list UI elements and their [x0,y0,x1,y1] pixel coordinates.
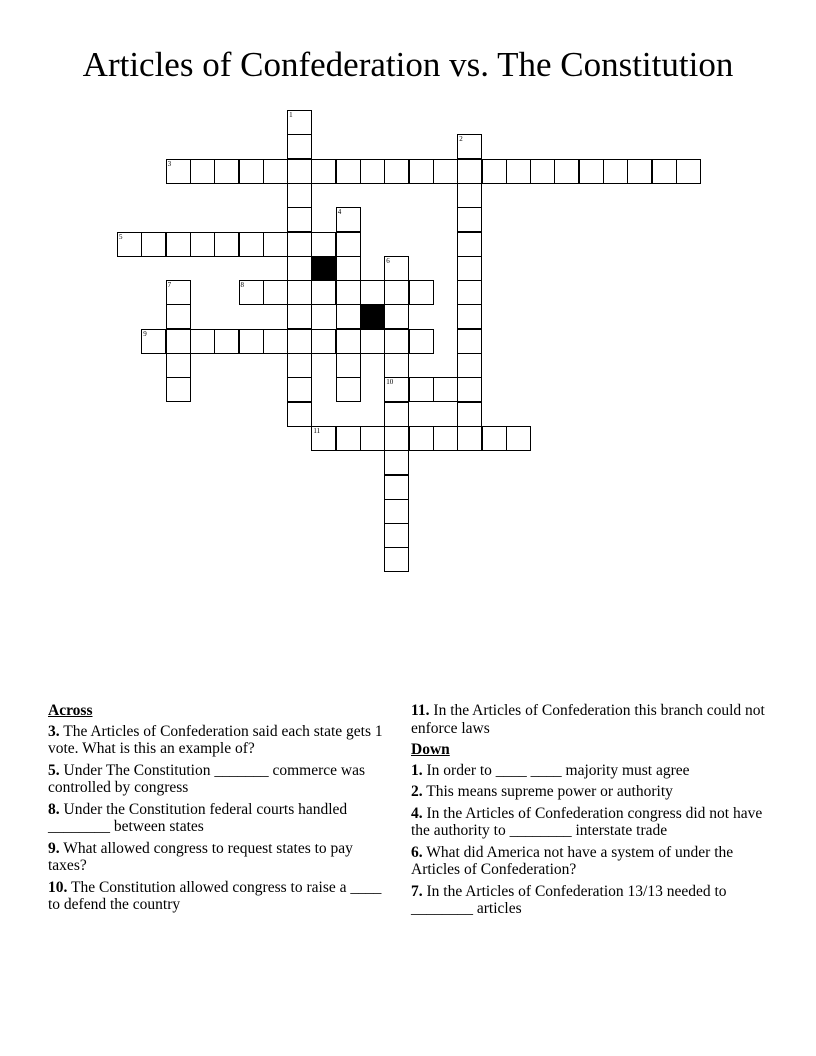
clue-number-label: 7 [167,281,172,290]
crossword-cell[interactable] [336,329,361,354]
clue-number: 2. [411,783,423,800]
crossword-cell[interactable] [433,426,458,451]
crossword-cell[interactable] [336,280,361,305]
crossword-cell[interactable] [263,329,288,354]
crossword-cell[interactable] [166,377,191,402]
clue-down-6 [411,844,781,879]
clue-text: The Constitution allowed congress to raise a ____ to defend the country [48,878,382,913]
crossword-cell[interactable] [311,159,336,184]
crossword-cell[interactable] [457,232,482,257]
crossword-cell[interactable] [287,256,312,281]
crossword-cell[interactable] [117,232,142,257]
crossword-cell[interactable] [311,329,336,354]
crossword-cell[interactable] [263,159,288,184]
crossword-cell[interactable] [190,232,215,257]
crossword-cell[interactable] [287,402,312,427]
crossword-cell[interactable] [287,159,312,184]
crossword-cell[interactable] [287,377,312,402]
crossword-cell[interactable] [336,353,361,378]
crossword-cell[interactable] [384,523,409,548]
clue-text: Under the Constitution federal courts handled ________ between states [48,800,348,835]
crossword-cell[interactable] [166,329,191,354]
crossword-cell[interactable] [239,159,264,184]
crossword-black-square [311,256,336,281]
crossword-cell[interactable] [214,232,239,257]
crossword-cell[interactable] [384,304,409,329]
crossword-cell[interactable] [287,134,312,159]
crossword-cell[interactable] [457,256,482,281]
crossword-cell[interactable] [457,402,482,427]
crossword-cell[interactable] [336,159,361,184]
clue-number: 7. [411,882,423,900]
crossword-cell[interactable] [384,499,409,524]
crossword-cell[interactable] [263,232,288,257]
crossword-cell[interactable] [482,426,507,451]
crossword-cell[interactable] [336,232,361,257]
crossword-cell[interactable] [311,426,336,451]
clue-text: Under The Constitution _______ commerce was controlled by congress [48,761,365,796]
clue-text: In the Articles of Confederation this branch could not enforce laws [411,702,765,737]
crossword-cell[interactable] [457,377,482,402]
clue-number: 4. [411,804,423,822]
crossword-cell[interactable] [627,159,652,184]
crossword-cell[interactable] [166,280,191,305]
crossword-cell[interactable] [360,280,385,305]
crossword-cell[interactable] [506,426,531,451]
clue-number: 1. [411,761,423,779]
clue-down-7 [411,883,781,918]
crossword-cell[interactable] [530,159,555,184]
clue-across-11 [411,702,781,737]
crossword-cell[interactable] [384,256,409,281]
clue-across-5 [48,762,393,797]
clue-text: What allowed congress to request states to pay taxes? [48,839,353,874]
crossword-cell[interactable] [287,304,312,329]
crossword-cell[interactable] [384,475,409,500]
crossword-cell[interactable] [360,426,385,451]
crossword-cell[interactable] [360,329,385,354]
crossword-cell[interactable] [214,329,239,354]
crossword-cell[interactable] [457,183,482,208]
clue-across-8 [48,801,393,836]
down-heading: Down [411,741,450,758]
crossword-cell[interactable] [336,207,361,232]
clue-text: In order to ____ ____ majority must agree [426,761,690,779]
crossword-cell[interactable] [554,159,579,184]
crossword-cell[interactable] [214,159,239,184]
crossword-cell[interactable] [384,426,409,451]
page-title: Articles of Confederation vs. The Constitution [82,45,734,84]
clue-number-label: 2 [459,135,463,144]
clue-text: In the Articles of Confederation 13/13 needed to ________ articles [411,882,727,917]
clues-right-column [411,702,781,922]
crossword-cell[interactable] [457,280,482,305]
crossword-cell[interactable] [384,377,409,402]
crossword-cell[interactable] [384,402,409,427]
crossword-cell[interactable] [287,183,312,208]
clue-down-1 [411,762,781,780]
clue-number-label: 8 [240,281,244,290]
crossword-cell[interactable] [409,280,434,305]
across-heading: Across [48,702,93,719]
crossword-cell[interactable] [287,353,312,378]
clue-number-label: 4 [337,208,342,217]
crossword-cell[interactable] [457,207,482,232]
crossword-cell[interactable] [433,159,458,184]
crossword-cell[interactable] [652,159,677,184]
crossword-cell[interactable] [384,329,409,354]
crossword-cell[interactable] [457,304,482,329]
clue-text: This means supreme power or authority [426,783,673,800]
clue-down-4 [411,805,781,840]
clue-number: 10. [48,878,68,896]
clue-across-9 [48,840,393,875]
clue-number-label: 6 [386,256,390,265]
crossword-cell[interactable] [311,232,336,257]
crossword-cell[interactable] [239,280,264,305]
crossword-cell[interactable] [384,159,409,184]
crossword-cell[interactable] [457,329,482,354]
clue-down-2 [411,783,781,801]
clue-number: 5. [48,761,60,779]
crossword-cell[interactable] [433,377,458,402]
crossword-cell[interactable] [482,159,507,184]
crossword-cell[interactable] [141,329,166,354]
crossword-cell[interactable] [409,329,434,354]
clue-number-label: 1 [289,111,293,119]
clue-number: 11. [411,702,430,719]
crossword-cell[interactable] [384,280,409,305]
crossword-cell[interactable] [384,450,409,475]
clue-number: 9. [48,839,60,857]
clue-across-10 [48,879,393,914]
crossword-cell[interactable] [336,256,361,281]
crossword-cell[interactable] [409,426,434,451]
crossword-cell[interactable] [336,377,361,402]
clue-number: 8. [48,800,60,818]
clue-number-label: 9 [143,329,147,338]
clues-left-column [48,702,393,918]
crossword-cell[interactable] [287,329,312,354]
crossword-cell[interactable] [239,329,264,354]
clue-number-label: 3 [167,159,172,168]
crossword-cell[interactable] [190,159,215,184]
crossword-cell[interactable] [384,547,409,572]
crossword-cell[interactable] [336,426,361,451]
crossword-cell[interactable] [166,353,191,378]
crossword-cell[interactable] [287,207,312,232]
crossword-cell[interactable] [336,304,361,329]
crossword-cell[interactable] [190,329,215,354]
crossword-cell[interactable] [263,280,288,305]
crossword-cell[interactable] [457,159,482,184]
crossword-cell[interactable] [287,280,312,305]
crossword-cell[interactable] [409,377,434,402]
clue-text: In the Articles of Confederation congress did not have the authority to ________ interstate trade [411,804,763,839]
crossword-cell[interactable] [457,426,482,451]
clue-number: 6. [411,843,423,861]
crossword-cell[interactable] [166,304,191,329]
crossword-cell[interactable] [579,159,604,184]
crossword-cell[interactable] [457,353,482,378]
crossword-cell[interactable] [311,280,336,305]
clue-number: 3. [48,722,60,740]
crossword-cell[interactable] [287,232,312,257]
crossword-cell[interactable] [287,110,312,135]
crossword-cell[interactable] [457,134,482,159]
crossword-cell[interactable] [409,159,434,184]
crossword-cell[interactable] [360,159,385,184]
crossword-cell[interactable] [506,159,531,184]
clue-across-3 [48,723,393,758]
crossword-black-square [360,304,385,329]
crossword-cell[interactable] [384,353,409,378]
crossword-cell[interactable] [166,232,191,257]
crossword-cell[interactable] [603,159,628,184]
crossword-cell[interactable] [166,159,191,184]
clue-text: What did America not have a system of under the Articles of Confederation? [411,843,734,878]
clue-number-label: 5 [119,232,123,241]
clue-number-label: 11 [313,426,321,435]
clue-text: The Articles of Confederation said each state gets 1 vote. What is this an example of? [48,722,383,757]
crossword-cell[interactable] [141,232,166,257]
crossword-cell[interactable] [676,159,701,184]
clue-number-label: 10 [386,378,394,387]
crossword-cell[interactable] [239,232,264,257]
